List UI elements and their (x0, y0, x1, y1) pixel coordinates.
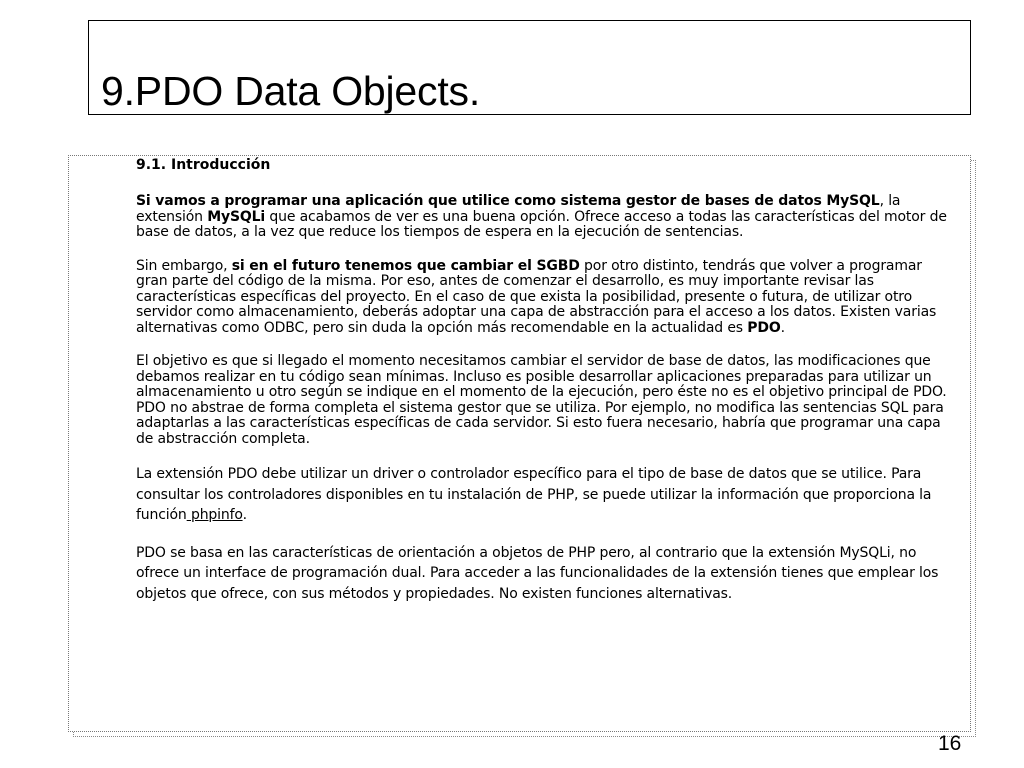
page-number: 16 (938, 732, 962, 755)
paragraph-intro-text-2: que acabamos de ver es una buena opción. Ofrece acceso a todas las características del motor de base de datos, a la vez que reduce los tiempos de espera en la ejecución de sentencias. (136, 208, 947, 240)
paragraph-driver-text: La extensión PDO debe utilizar un driver o controlador específico para el tipo de base de datos que se utilice. Para consultar los controladores disponibles en tu instalación de PHP, se puede utilizar la información que proporciona la función (136, 466, 932, 523)
paragraph-sgbd-middle: por otro distinto, tendrás que volver a programar gran parte del código de la misma. Por eso, antes de comenzar el desarrollo, es muy importante revisar las características específicas del proyecto. En el caso de que exista la posibilidad, presente o futura, de utilizar otro servidor como almacenamiento, deberás adoptar una capa de abstracción para el acceso a los datos. Existen varias alternativas como ODBC, pero sin duda la opción más recomendable en la actualidad es (136, 257, 937, 336)
paragraph-intro-text-1: , la extensión (136, 193, 901, 225)
paragraph-objects: PDO se basa en las características de orientación a objetos de PHP pero, al contrario que la extensión MySQLi, no ofrece un interface de programación dual. Para acceder a las funcionalidades de la extensión tienes que emplear los objetos que ofrece, con sus métodos y propiedades. No existen funciones alternativas. (136, 544, 939, 602)
paragraph-intro (136, 194, 954, 241)
section-heading: 9.1. Introducción (136, 157, 271, 173)
paragraph-driver-end: . (242, 507, 247, 523)
paragraph-sgbd-bold-end: PDO (747, 319, 781, 336)
slide-title: 9.PDO Data Objects. (101, 68, 481, 114)
paragraph-objective: El objetivo es que si llegado el momento necesitamos cambiar el servidor de base de datos, las modificaciones que debamos realizar en tu código sean mínimas. Incluso es posible desarrollar aplicaciones preparadas para utilizar un almacenamiento u otro según se indique en el momento de la ejecución, pero éste no es el objetivo principal de PDO. PDO no abstrae de forma completa el sistema gestor que se utiliza. Por ejemplo, no modifica las sentencias SQL para adaptarlas a las características específicas de cada servidor. Si esto fuera necesario, habría que programar una capa de abstracción completa. (136, 353, 947, 447)
paragraph-driver (136, 464, 954, 526)
phpinfo-link[interactable]: phpinfo (186, 507, 243, 523)
paragraph-sgbd-end: . (780, 319, 785, 336)
paragraph-intro-bold-term: MySQLi (207, 208, 266, 225)
slide-title-box (88, 20, 971, 115)
paragraph-intro-bold-lead: Si vamos a programar una aplicación que utilice como sistema gestor de bases de datos MySQL (136, 193, 880, 209)
content-text (136, 156, 954, 604)
paragraph-sgbd-start: Sin embargo, (136, 257, 232, 274)
paragraph-sgbd (136, 259, 954, 337)
paragraph-sgbd-bold-phrase: si en el futuro tenemos que cambiar el SGBD (231, 257, 580, 274)
content-box (68, 155, 971, 732)
